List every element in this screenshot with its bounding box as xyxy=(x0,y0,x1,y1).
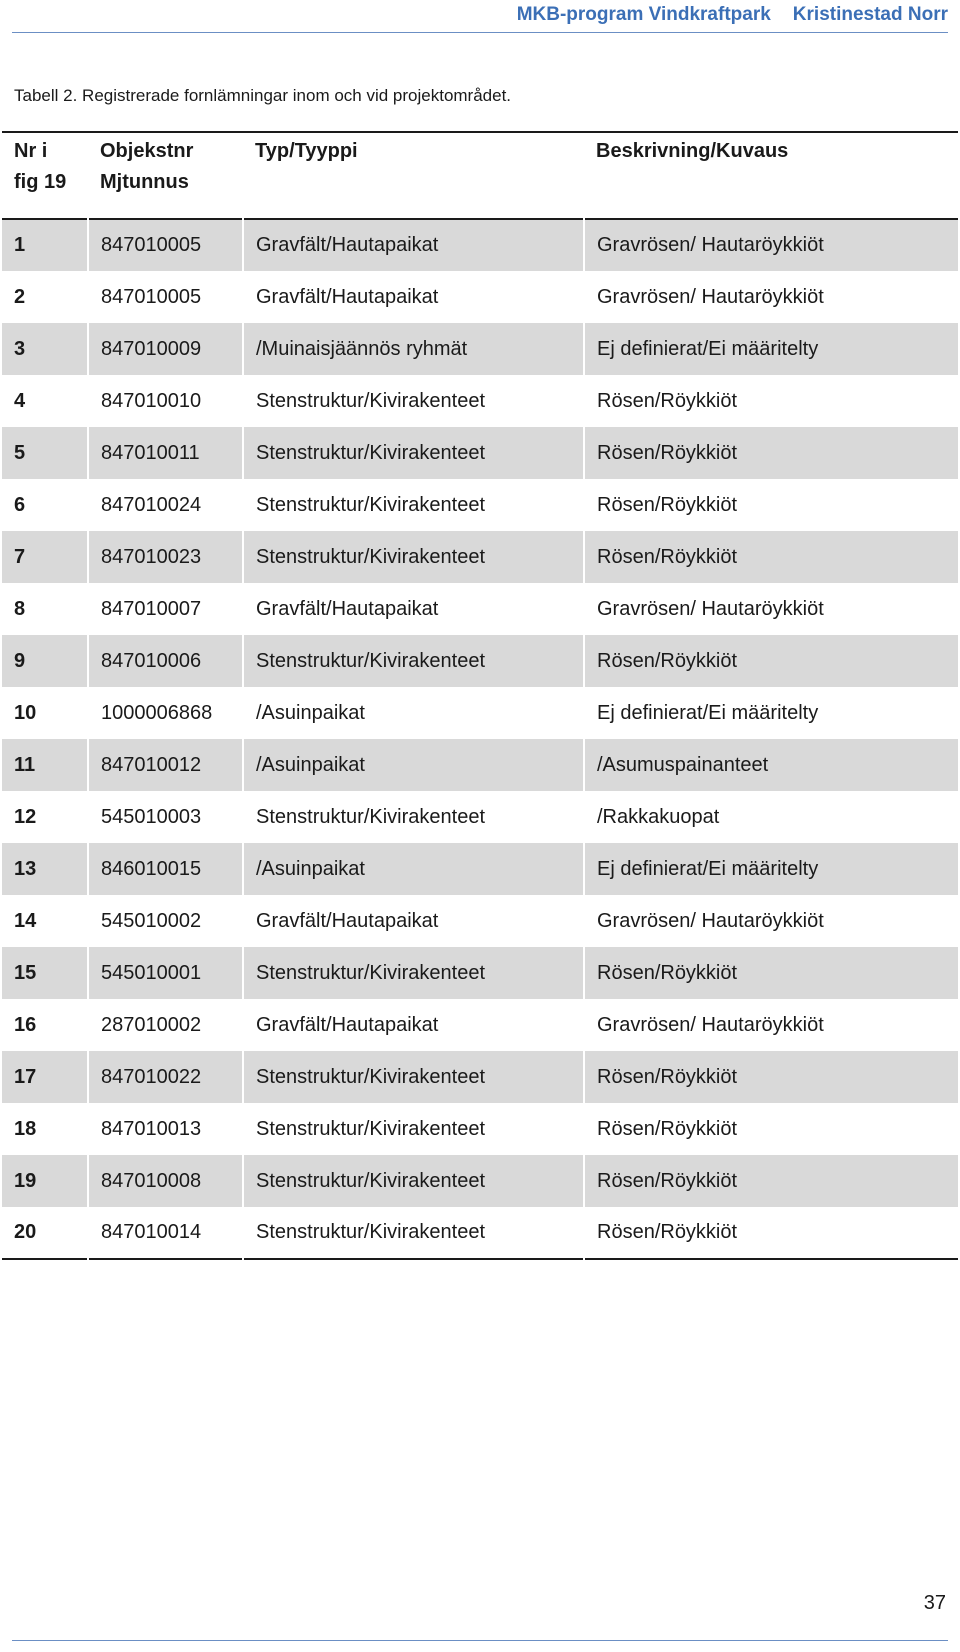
footer-divider xyxy=(12,1640,948,1641)
cell-objektnr: 847010011 xyxy=(88,427,243,479)
cell-nr: 4 xyxy=(14,389,26,412)
cell-nr: 12 xyxy=(14,805,37,828)
cell-nr: 2 xyxy=(14,285,26,308)
cell-beskrivning: Rösen/Röykkiöt xyxy=(584,1207,958,1259)
table-row xyxy=(2,1155,958,1207)
header-beskrivning xyxy=(584,132,958,219)
cell-typ: Stenstruktur/Kivirakenteet xyxy=(243,947,584,999)
cell-typ: Stenstruktur/Kivirakenteet xyxy=(243,791,584,843)
header-program: MKB-program Vindkraftpark xyxy=(516,4,771,25)
cell-typ: Stenstruktur/Kivirakenteet xyxy=(243,1103,584,1155)
cell-nr: 20 xyxy=(14,1221,37,1243)
table-row xyxy=(2,375,958,427)
cell-beskrivning: /Rakkakuopat xyxy=(584,791,958,843)
header-typ-line1: Typ/Tyyppi xyxy=(255,140,358,162)
cell-objektnr: 847010014 xyxy=(88,1207,243,1259)
cell-beskrivning: Rösen/Röykkiöt xyxy=(584,1155,958,1207)
table-row xyxy=(2,947,958,999)
cell-nr: 8 xyxy=(14,597,26,620)
cell-objektnr: 847010024 xyxy=(88,479,243,531)
cell-nr: 13 xyxy=(2,843,88,895)
cell-objektnr: 847010013 xyxy=(88,1103,243,1155)
header-nr-line2: fig 19 xyxy=(14,171,67,193)
cell-typ: /Asuinpaikat xyxy=(243,739,584,791)
cell-objektnr: 1000006868 xyxy=(88,687,243,739)
cell-objektnr: 847010009 xyxy=(88,323,243,375)
cell-typ: Gravfält/Hautapaikat xyxy=(243,219,584,271)
cell-nr: 6 xyxy=(14,493,26,516)
table-row xyxy=(2,271,958,323)
cell-nr: 10 xyxy=(14,701,37,724)
cell-objektnr: 847010008 xyxy=(88,1155,243,1207)
cell-typ: /Asuinpaikat xyxy=(243,687,584,739)
cell-typ: Stenstruktur/Kivirakenteet xyxy=(243,427,584,479)
cell-typ: Stenstruktur/Kivirakenteet xyxy=(243,1207,584,1259)
cell-beskrivning: /Asumuspainanteet xyxy=(584,739,958,791)
cell-nr: 15 xyxy=(2,947,88,999)
cell-beskrivning: Gravrösen/ Hautaröykkiöt xyxy=(584,271,958,323)
cell-beskrivning: Rösen/Röykkiöt xyxy=(584,531,958,583)
cell-nr: 17 xyxy=(2,1051,88,1103)
table-row xyxy=(2,323,958,375)
cell-objektnr: 545010002 xyxy=(88,895,243,947)
cell-beskrivning: Rösen/Röykkiöt xyxy=(584,1103,958,1155)
table-row xyxy=(2,219,958,271)
cell-objektnr: 847010010 xyxy=(88,375,243,427)
cell-beskrivning: Gravrösen/ Hautaröykkiöt xyxy=(584,999,958,1051)
cell-typ: /Asuinpaikat xyxy=(243,843,584,895)
cell-beskrivning: Gravrösen/ Hautaröykkiöt xyxy=(584,895,958,947)
header-beskrivning-line1: Beskrivning/Kuvaus xyxy=(596,140,789,162)
cell-typ: Stenstruktur/Kivirakenteet xyxy=(243,635,584,687)
cell-objektnr: 847010005 xyxy=(88,271,243,323)
cell-typ: Stenstruktur/Kivirakenteet xyxy=(243,375,584,427)
cell-objektnr: 545010003 xyxy=(88,791,243,843)
header-typ xyxy=(243,132,584,219)
running-header xyxy=(12,4,948,32)
cell-objektnr: 846010015 xyxy=(88,843,243,895)
cell-beskrivning: Ej definierat/Ei määritelty xyxy=(584,323,958,375)
cell-objektnr: 847010006 xyxy=(88,635,243,687)
cell-nr: 9 xyxy=(2,635,88,687)
cell-typ: /Muinaisjäännös ryhmät xyxy=(243,323,584,375)
cell-nr: 16 xyxy=(14,1013,37,1036)
table-row xyxy=(2,999,958,1051)
cell-objektnr: 847010005 xyxy=(88,219,243,271)
header-project: Kristinestad Norr xyxy=(792,4,948,25)
cell-nr: 19 xyxy=(2,1155,88,1207)
cell-typ: Gravfält/Hautapaikat xyxy=(243,895,584,947)
table-row xyxy=(2,583,958,635)
cell-objektnr: 287010002 xyxy=(88,999,243,1051)
header-nr xyxy=(2,132,88,219)
cell-beskrivning: Gravrösen/ Hautaröykkiöt xyxy=(584,583,958,635)
cell-beskrivning: Rösen/Röykkiöt xyxy=(584,375,958,427)
cell-nr: 14 xyxy=(14,909,37,932)
header-objektnr xyxy=(88,132,243,219)
cell-typ: Stenstruktur/Kivirakenteet xyxy=(243,1155,584,1207)
cell-beskrivning: Rösen/Röykkiöt xyxy=(584,1051,958,1103)
cell-nr: 7 xyxy=(2,531,88,583)
table-header-row xyxy=(2,132,958,219)
cell-typ: Stenstruktur/Kivirakenteet xyxy=(243,479,584,531)
cell-typ: Gravfält/Hautapaikat xyxy=(243,999,584,1051)
table-body xyxy=(2,219,958,1259)
table-row xyxy=(2,1207,958,1259)
table-row xyxy=(2,791,958,843)
cell-objektnr: 847010023 xyxy=(88,531,243,583)
cell-beskrivning: Rösen/Röykkiöt xyxy=(584,947,958,999)
cell-beskrivning: Gravrösen/ Hautaröykkiöt xyxy=(584,219,958,271)
table-row xyxy=(2,1051,958,1103)
fornlamningar-table xyxy=(2,131,958,1260)
page-number: 37 xyxy=(923,1592,946,1614)
cell-typ: Gravfält/Hautapaikat xyxy=(243,583,584,635)
cell-beskrivning: Rösen/Röykkiöt xyxy=(584,635,958,687)
cell-nr: 5 xyxy=(2,427,88,479)
cell-objektnr: 545010001 xyxy=(88,947,243,999)
table-row xyxy=(2,687,958,739)
header-objektnr-line1: Objekstnr xyxy=(100,140,194,162)
cell-objektnr: 847010022 xyxy=(88,1051,243,1103)
cell-beskrivning: Rösen/Röykkiöt xyxy=(584,427,958,479)
cell-typ: Stenstruktur/Kivirakenteet xyxy=(243,1051,584,1103)
table-row xyxy=(2,531,958,583)
cell-objektnr: 847010012 xyxy=(88,739,243,791)
table-caption: Tabell 2. Registrerade fornlämningar inom och vid projektområdet. xyxy=(14,86,512,105)
table-row xyxy=(2,635,958,687)
cell-typ: Gravfält/Hautapaikat xyxy=(243,271,584,323)
table-row xyxy=(2,895,958,947)
cell-nr: 3 xyxy=(2,323,88,375)
table-row xyxy=(2,739,958,791)
cell-beskrivning: Rösen/Röykkiöt xyxy=(584,479,958,531)
header-nr-line1: Nr i xyxy=(14,140,48,162)
header-divider xyxy=(12,32,948,33)
header-objektnr-line2: Mjtunnus xyxy=(100,171,189,193)
table-row xyxy=(2,427,958,479)
table-row xyxy=(2,479,958,531)
cell-nr: 1 xyxy=(2,219,88,271)
table-row xyxy=(2,843,958,895)
cell-typ: Stenstruktur/Kivirakenteet xyxy=(243,531,584,583)
cell-beskrivning: Ej definierat/Ei määritelty xyxy=(584,843,958,895)
cell-nr: 11 xyxy=(2,739,88,791)
table-row xyxy=(2,1103,958,1155)
cell-objektnr: 847010007 xyxy=(88,583,243,635)
cell-beskrivning: Ej definierat/Ei määritelty xyxy=(584,687,958,739)
cell-nr: 18 xyxy=(14,1117,37,1140)
